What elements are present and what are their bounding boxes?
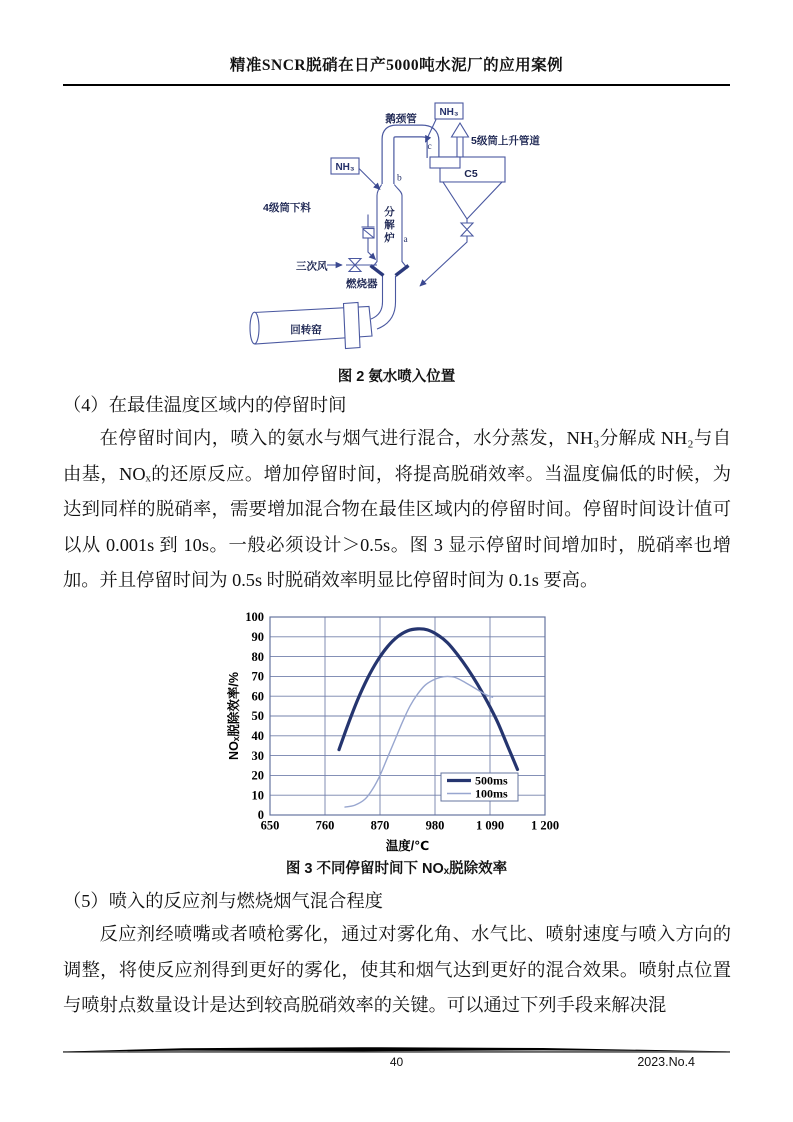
elbow-outer <box>377 302 396 329</box>
goose-neck-label: 鹅颈管 <box>385 113 417 125</box>
section4-paragraph: 在停留时间内，喷入的氨水与烟气进行混合，水分蒸发，NH₃分解成 NH₂与自由基，NOₓ的还原反应。增加停留时间，将提高脱硝效率。当温度偏低的时候，为达到同样的脱硝率，需要增加混合物在最佳区域内的停留时间。停留时间设计值可以从 0.001s 到 10s。一般必须设计＞0.5s。图 3 显示停留时间增加时，脱硝率也增加。并且停留时间为 0.5s 时脱硝效率明显比停留时间为 0.1s 要高。 <box>63 428 731 591</box>
y-tick-label: 90 <box>251 630 264 644</box>
feed-chute-label: 4级筒下料 <box>263 202 311 214</box>
x-tick-label: 650 <box>260 818 280 833</box>
header-rule <box>63 84 730 86</box>
footer-rule <box>63 1047 730 1054</box>
y-tick-label: 0 <box>257 808 264 823</box>
x-tick-label: 1 200 <box>530 818 560 833</box>
nox-efficiency-chart <box>224 608 576 858</box>
x-axis-label: 温度/℃ <box>385 839 430 853</box>
legend-label-100ms: 100ms <box>475 786 508 801</box>
discharge-valve-bottom <box>461 230 473 237</box>
figure2-diagram <box>230 95 566 363</box>
section4-heading: （4）在最佳温度区域内的停留时间 <box>63 395 347 415</box>
point-a-label: a <box>403 235 408 245</box>
rotary-kiln-end-cap <box>250 312 259 344</box>
tertiary-air-label: 三次风 <box>296 260 328 273</box>
y-tick-label: 20 <box>251 768 264 783</box>
nh3-left-label: NH₃ <box>335 161 355 173</box>
page-header-title: 精准SNCR脱硝在日产5000吨水泥厂的应用案例 <box>229 57 564 74</box>
c5-cone <box>443 182 502 219</box>
section5-heading: （5）喷入的反应剂与燃烧烟气混合程度 <box>63 891 383 911</box>
y-tick-label: 70 <box>251 669 264 684</box>
y-axis-label: NOₓ脱除效率/% <box>227 672 241 760</box>
page-number: 40 <box>389 1055 404 1069</box>
x-tick-label: 760 <box>315 818 335 833</box>
calciner-right-wall <box>394 185 407 269</box>
c5-inlet <box>430 157 460 168</box>
series-500ms <box>339 629 518 770</box>
kiln-tyre-band <box>344 303 361 349</box>
rotary-kiln-label: 回转窑 <box>290 324 322 336</box>
burner-label: 燃烧器 <box>346 278 378 290</box>
burner-flare-left <box>371 266 384 276</box>
elbow-inner <box>371 302 383 319</box>
calciner-label-2: 解 <box>384 219 395 231</box>
figure3-chart <box>224 608 576 858</box>
c5-label: C5 <box>464 168 478 180</box>
figure3-caption: 图 3 不同停留时间下 NOₓ脱除效率 <box>285 861 508 877</box>
y-tick-label: 80 <box>251 649 264 664</box>
section5-paragraph: 反应剂经喷嘴或者喷枪雾化，通过对雾化角、水气比、喷射速度与喷入方向的调整，将使反应剂得到更好的雾化，使其和烟气达到更好的混合效果。喷射点位置与喷射点数量设计是达到较高脱硝效率的关键。可以通过下列手段来解决混 <box>63 924 731 1016</box>
y-tick-label: 40 <box>251 729 264 743</box>
discharge-line <box>420 236 467 286</box>
y-tick-label: 10 <box>251 788 264 803</box>
feed-arrow <box>368 238 376 260</box>
y-tick-label: 50 <box>251 709 264 724</box>
x-tick-label: 870 <box>370 818 390 833</box>
discharge-valve-top <box>461 223 473 230</box>
ammonia-injection-diagram <box>230 95 566 363</box>
y-tick-label: 100 <box>245 610 264 625</box>
riser-duct-label: 5级筒上升管道 <box>471 135 540 147</box>
riser-arrowhead <box>452 123 469 137</box>
figure2-caption: 图 2 氨水喷入位置 <box>337 369 456 385</box>
tertiary-valve-bottom <box>349 265 361 272</box>
point-b-label: b <box>397 173 402 184</box>
y-tick-label: 60 <box>251 689 264 704</box>
legend-label-500ms: 500ms <box>475 773 508 788</box>
y-tick-label: 30 <box>251 748 264 763</box>
tertiary-valve-top <box>349 259 361 266</box>
nh3-left-arrow <box>359 169 380 190</box>
calciner-label-3: 炉 <box>384 232 395 244</box>
burner-flare-right <box>396 266 409 276</box>
point-c-label: c <box>427 142 432 152</box>
calciner-label-1: 分 <box>384 206 395 218</box>
issue-number: 2023.No.4 <box>637 1055 695 1069</box>
x-tick-label: 1 090 <box>475 818 505 833</box>
goose-neck-pipe-outline <box>388 131 433 184</box>
nh3-top-label: NH₃ <box>439 106 459 118</box>
x-tick-label: 980 <box>425 818 445 833</box>
